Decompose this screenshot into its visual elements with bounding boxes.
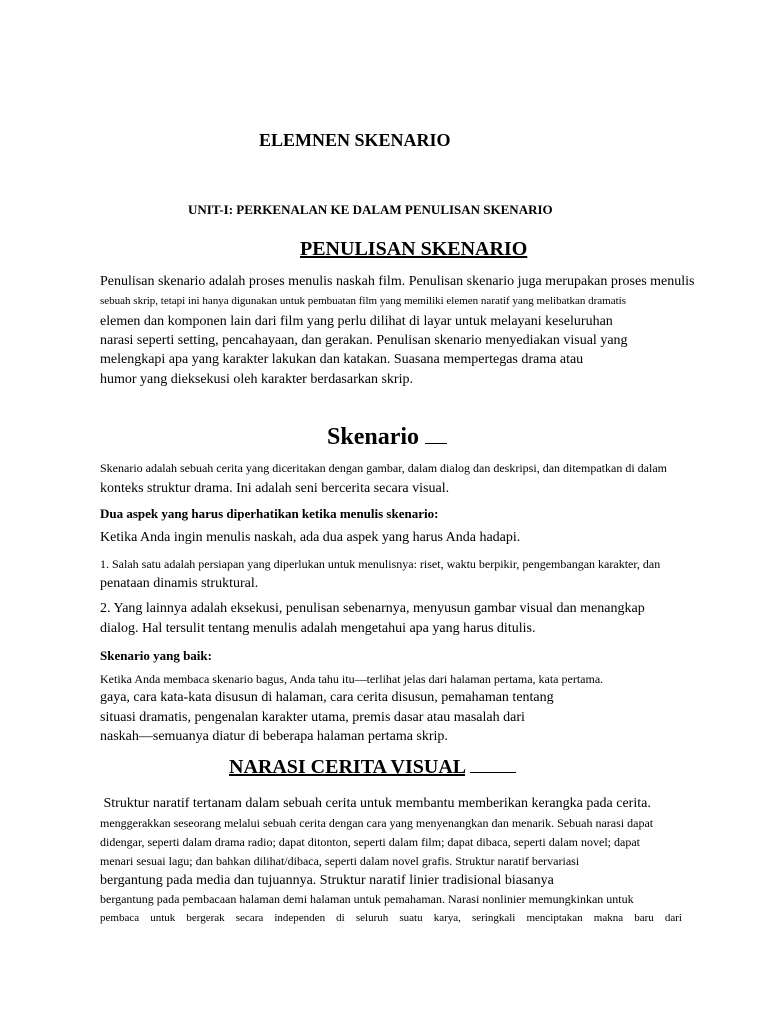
- paragraph-line: situasi dramatis, pengenalan karakter utama, premis dasar atau masalah dari: [100, 710, 525, 725]
- paragraph-line: sebuah skrip, tetapi ini hanya digunakan untuk pembuatan film yang memiliki elemen naratif yang melibatkan dramatis: [100, 295, 627, 307]
- word: independen: [274, 912, 326, 924]
- document-title: ELEMNEN SKENARIO: [259, 130, 451, 150]
- paragraph-line: menggerakkan seseorang melalui sebuah cerita dengan cara yang menyenangkan dan menarik. Sebuah narasi dapat: [100, 816, 654, 830]
- section-heading-skenario: [327, 424, 447, 451]
- list-item-line: 1. Salah satu adalah persiapan yang diperlukan untuk menulisnya: riset, waktu berpikir, pengembangan karakter, dan: [100, 557, 661, 571]
- section-heading-text: NARASI CERITA VISUAL: [229, 756, 465, 778]
- paragraph-line: elemen dan komponen lain dari film yang perlu dilihat di layar untuk melayani keseluruhan: [100, 314, 613, 329]
- paragraph-line-justified: [100, 912, 682, 924]
- word: makna: [593, 912, 624, 924]
- paragraph-line: Skenario adalah sebuah cerita yang diceritakan dengan gambar, dalam dialog dan deskripsi, dan ditempatkan di dalam: [100, 461, 667, 475]
- paragraph-line: naskah—semuanya diatur di beberapa halaman pertama skrip.: [100, 729, 448, 744]
- word: secara: [235, 912, 264, 924]
- word: seringkali: [471, 912, 516, 924]
- word: baru: [634, 912, 654, 924]
- paragraph-line: narasi seperti setting, pencahayaan, dan gerakan. Penulisan skenario menyediakan visual yang: [100, 333, 628, 348]
- unit-title: UNIT-I: PERKENALAN KE DALAM PENULISAN SKENARIO: [188, 202, 553, 217]
- word: untuk: [150, 912, 176, 924]
- list-item-line: 2. Yang lainnya adalah eksekusi, penulisan sebenarnya, menyusun gambar visual dan menangkap: [100, 601, 645, 616]
- word: menciptakan: [526, 912, 583, 924]
- word: dari: [664, 912, 682, 924]
- paragraph-line: humor yang dieksekusi oleh karakter berdasarkan skrip.: [100, 372, 413, 387]
- list-item-line: dialog. Hal tersulit tentang menulis adalah mengetahui apa yang harus ditulis.: [100, 621, 536, 636]
- paragraph-line: Ketika Anda ingin menulis naskah, ada dua aspek yang harus Anda hadapi.: [100, 530, 521, 545]
- paragraph-line: melengkapi apa yang karakter lakukan dan katakan. Suasana mempertegas drama atau: [100, 352, 584, 367]
- paragraph-line: bergantung pada pembacaan halaman demi halaman untuk pemahaman. Narasi nonlinier memungkinkan untuk: [100, 892, 634, 906]
- section-heading-text: Skenario: [327, 424, 420, 450]
- paragraph-line: gaya, cara kata-kata disusun di halaman, cara cerita disusun, pemahaman tentang: [100, 690, 554, 705]
- word: karya,: [433, 912, 461, 924]
- heading-underline-trail: [425, 443, 447, 444]
- word: seluruh: [355, 912, 389, 924]
- word: pembaca: [100, 912, 140, 924]
- section-heading-penulisan-skenario: PENULISAN SKENARIO: [300, 238, 528, 260]
- paragraph-line: Struktur naratif tertanam dalam sebuah cerita untuk membantu memberikan kerangka pada cerita.: [100, 796, 651, 811]
- paragraph-line: bergantung pada media dan tujuannya. Struktur naratif linier tradisional biasanya: [100, 873, 554, 888]
- heading-underline-trail: [470, 772, 516, 773]
- list-item-line: penataan dinamis struktural.: [100, 576, 259, 591]
- subheading-good-screenplay: Skenario yang baik:: [100, 648, 212, 663]
- subheading-two-aspects: Dua aspek yang harus diperhatikan ketika menulis skenario:: [100, 506, 439, 521]
- paragraph-line: konteks struktur drama. Ini adalah seni bercerita secara visual.: [100, 481, 450, 496]
- word: bergerak: [186, 912, 225, 924]
- paragraph-line: Penulisan skenario adalah proses menulis naskah film. Penulisan skenario juga merupakan proses menulis: [100, 274, 695, 289]
- paragraph-line: didengar, seperti dalam drama radio; dapat ditonton, seperti dalam film; dapat dibaca, seperti dalam novel; dapat: [100, 835, 640, 849]
- paragraph-line: menari sesuai lagu; dan bahkan dilihat/dibaca, seperti dalam novel grafis. Struktur naratif bervariasi: [100, 854, 580, 868]
- word: di: [336, 912, 345, 924]
- paragraph-line: Ketika Anda membaca skenario bagus, Anda tahu itu—terlihat jelas dari halaman pertama, kata pertama.: [100, 672, 604, 686]
- section-heading-narasi-cerita-visual: [229, 756, 516, 779]
- word: suatu: [399, 912, 423, 924]
